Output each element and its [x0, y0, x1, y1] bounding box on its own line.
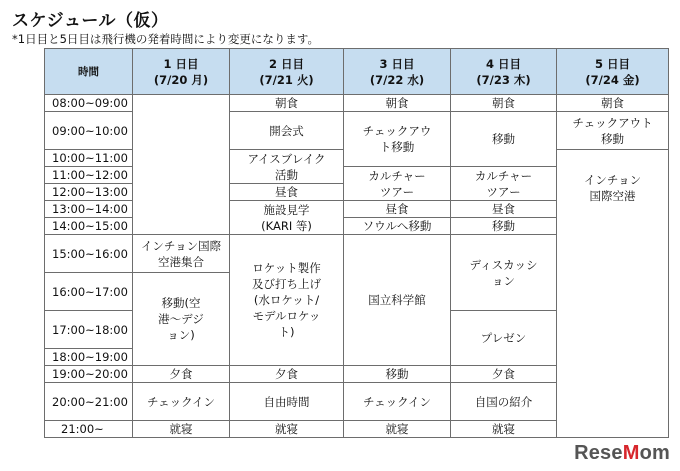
d2-icebreak — [230, 150, 344, 184]
d3-culture — [344, 167, 451, 201]
time-slot: 08:00~09:00 — [45, 95, 133, 112]
d3-seoul: ソウルへ移動 — [344, 218, 451, 235]
day5-label: 5 日目 — [594, 56, 630, 71]
logo-part-m: M — [622, 442, 640, 464]
header-day1 — [133, 49, 230, 95]
d3-move: 移動 — [344, 366, 451, 383]
logo-part-rese: Rese — [574, 442, 623, 464]
d2-rocket — [230, 235, 344, 366]
d1-airport — [133, 235, 230, 273]
d3-culture-text: カルチャーツアー — [368, 168, 426, 199]
d4-sleep: 就寝 — [451, 421, 557, 438]
day4-label: 4 日目 — [485, 56, 521, 71]
d3-lunch: 昼食 — [344, 201, 451, 218]
time-slot: 10:00~11:00 — [45, 150, 133, 167]
d2-sleep: 就寝 — [230, 421, 344, 438]
d5-checkout-text: チェックアウト移動 — [572, 115, 653, 146]
time-slot: 14:00~15:00 — [45, 218, 133, 235]
d2-dinner: 夕食 — [230, 366, 344, 383]
resemom-logo — [574, 442, 670, 465]
d4-dinner: 夕食 — [451, 366, 557, 383]
d4-discussion-text: ディスカッション — [469, 257, 538, 288]
d1-sleep: 就寝 — [133, 421, 230, 438]
d4-lunch: 昼食 — [451, 201, 557, 218]
time-slot: 21:00~ — [45, 421, 133, 438]
time-slot: 20:00~21:00 — [45, 383, 133, 421]
d1-checkin: チェックイン — [133, 383, 230, 421]
d2-tour — [230, 201, 344, 235]
header-time: 時間 — [45, 49, 133, 95]
d4-discussion — [451, 235, 557, 311]
d2-tour-text: 施設見学(KARI 等) — [261, 202, 312, 233]
schedule-table — [44, 48, 669, 438]
header-day3 — [344, 49, 451, 95]
d1-move-text: 移動(空港～デジョン) — [158, 296, 204, 342]
time-slot: 13:00~14:00 — [45, 201, 133, 218]
d3-museum: 国立科学館 — [344, 235, 451, 366]
time-slot: 17:00~18:00 — [45, 311, 133, 349]
d4-culture-text: カルチャーツアー — [474, 168, 533, 199]
d5-breakfast: 朝食 — [557, 95, 669, 112]
time-slot: 19:00~20:00 — [45, 366, 133, 383]
d2-rocket-text: ロケット製作及び打ち上げ(水ロケット/モデルロケット) — [252, 261, 321, 339]
logo-part-om: om — [639, 442, 670, 464]
d3-checkout-text: チェックアウト移動 — [362, 124, 432, 154]
d5-airport-text: インチョン国際空港 — [583, 173, 642, 203]
d5-checkout — [557, 112, 669, 150]
day3-date: (7/22 水) — [369, 72, 425, 87]
d2-icebreak-text: アイスブレイク活動 — [247, 151, 326, 182]
d2-opening: 開会式 — [230, 112, 344, 150]
day5-date: (7/24 金) — [585, 72, 640, 87]
d3-checkin: チェックイン — [344, 383, 451, 421]
d4-culture — [451, 167, 557, 201]
d3-breakfast: 朝食 — [344, 95, 451, 112]
time-slot: 11:00~12:00 — [45, 167, 133, 184]
day2-label: 2 日目 — [268, 56, 304, 71]
time-slot: 09:00~10:00 — [45, 112, 133, 150]
day1-date: (7/20 月) — [153, 72, 209, 87]
d2-free: 自由時間 — [230, 383, 344, 421]
day2-date: (7/21 火) — [259, 72, 314, 87]
d3-checkout — [344, 112, 451, 167]
time-slot: 15:00~16:00 — [45, 235, 133, 273]
d3-sleep: 就寝 — [344, 421, 451, 438]
d5-airport — [557, 150, 669, 438]
d4-intro: 自国の紹介 — [451, 383, 557, 421]
day4-date: (7/23 木) — [476, 72, 531, 87]
time-slot: 16:00~17:00 — [45, 273, 133, 311]
page-title: スケジュール（仮） — [12, 11, 169, 31]
time-slot: 12:00~13:00 — [45, 184, 133, 201]
day1-label: 1 日目 — [163, 56, 199, 71]
d4-breakfast: 朝食 — [451, 95, 557, 112]
d1-airport-text: インチョン国際空港集合 — [140, 238, 222, 269]
d1-dinner: 夕食 — [133, 366, 230, 383]
header-day5 — [557, 49, 669, 95]
day1-empty — [133, 95, 230, 235]
d2-breakfast: 朝食 — [230, 95, 344, 112]
day3-label: 3 日目 — [379, 56, 415, 71]
time-slot: 18:00~19:00 — [45, 349, 133, 366]
d4-move1: 移動 — [451, 112, 557, 167]
d2-lunch: 昼食 — [230, 184, 344, 201]
d1-move — [133, 273, 230, 366]
header-day4 — [451, 49, 557, 95]
schedule-note: *1日目と5日目は飛行機の発着時間により変更になります。 — [12, 32, 319, 46]
header-day2 — [230, 49, 344, 95]
d4-presentation: プレゼン — [451, 311, 557, 366]
d4-move2: 移動 — [451, 218, 557, 235]
